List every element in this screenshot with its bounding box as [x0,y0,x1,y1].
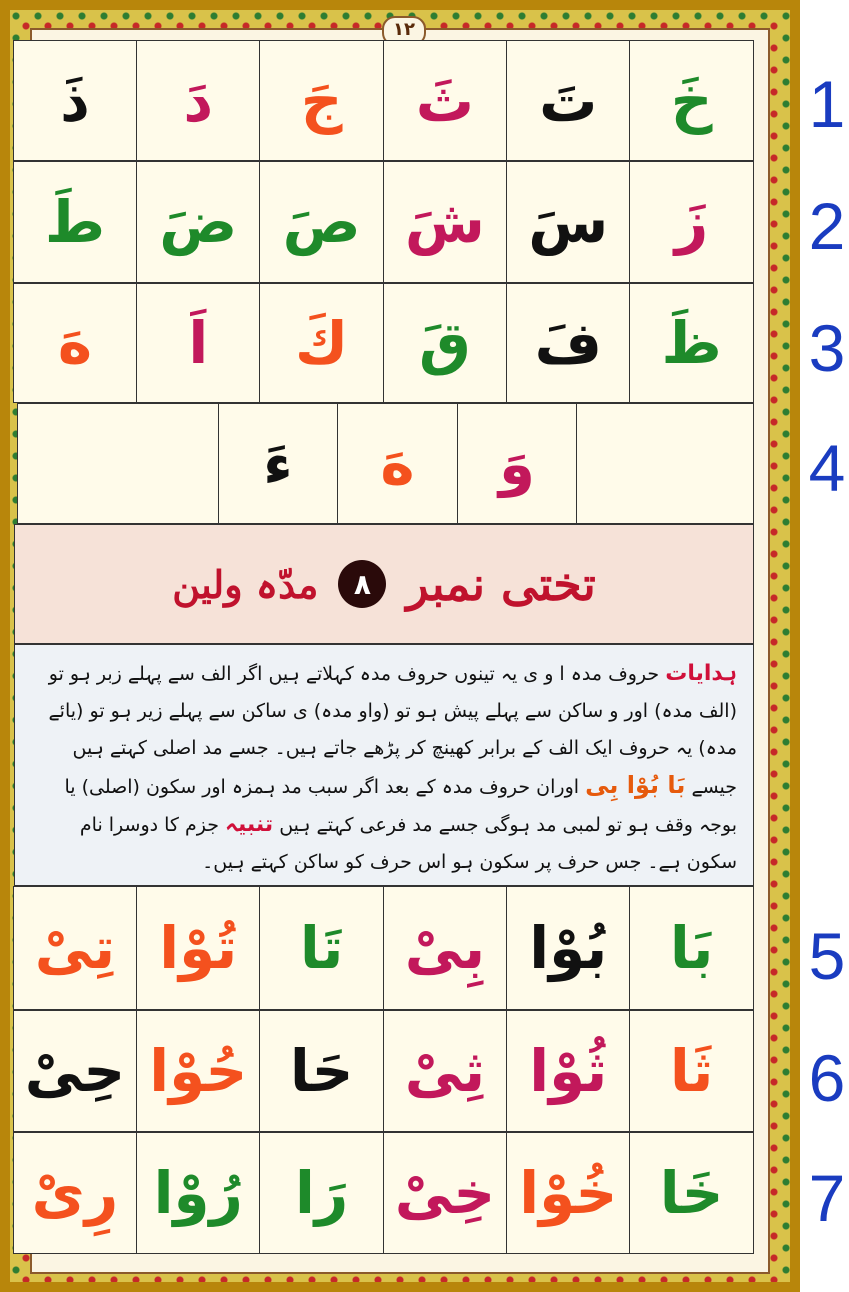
row-number-5: 5 [808,919,846,993]
letter-cell: ضَ [136,161,261,283]
page-number: ۱۲ [382,16,426,46]
letter-cell: ءَ [218,403,339,524]
empty-cell [17,403,219,524]
letter-cell: دَ [136,40,261,161]
word-cell: تِیْ [13,886,138,1010]
instructions-heading: ہدایات [665,661,737,686]
row-number-6: 6 [808,1041,846,1115]
letter-cell: خَ [629,40,754,161]
instructions-box [14,644,754,886]
note-label: تنبیہ [225,812,274,837]
letter-cell: صَ [259,161,384,283]
word-cell: بُوْا [506,886,631,1010]
word-cell: ثُوْا [506,1010,631,1132]
letter-cell: ذَ [13,40,138,161]
word-cell: حِیْ [13,1010,138,1132]
word-cell: حَا [259,1010,384,1132]
grid-row-3 [14,283,754,403]
instructions-example: بَا بُوْا بِی [585,771,686,799]
word-cell: خَا [629,1132,754,1254]
letter-cell: جَ [259,40,384,161]
word-cell: تُوْا [136,886,261,1010]
letter-cell: سَ [506,161,631,283]
letter-cell: ثَ [383,40,508,161]
lesson-number-badge: ۸ [338,560,386,608]
word-cell: بَا [629,886,754,1010]
row-number-3: 3 [808,311,846,385]
grid-row-1 [14,40,754,161]
word-cell: رِیْ [13,1132,138,1254]
title-main: تختی نمبر [406,557,596,611]
word-cell: خُوْا [506,1132,631,1254]
note-text: جزم کا دوسرا نام سکون ہے۔ جس حرف پر سکون ہو اس حرف کو ساکن کہتے ہیں۔ [79,814,737,873]
letter-cell: طَ [13,161,138,283]
instructions-text: اوران حروف مدہ کے بعد اگر سبب مد ہمزہ اور سکون (اصلی) یا بوجہ وقف ہو تو لمبی مد ہوگی جسے مد فرعی کہتے ہیں [64,776,737,836]
letter-cell: هَ [13,283,138,403]
word-cell: حُوْا [136,1010,261,1132]
row-number-1: 1 [808,67,846,141]
grid-row-6 [14,1010,754,1132]
word-cell: رَا [259,1132,384,1254]
grid-row-5 [14,886,754,1010]
row-number-4: 4 [808,431,846,505]
word-cell: ثَا [629,1010,754,1132]
grid-row-4 [14,403,754,524]
letter-cell: هَ [337,403,458,524]
row-number-7: 7 [808,1161,846,1235]
letter-cell: فَ [506,283,631,403]
word-cell: بِیْ [383,886,508,1010]
word-cell: ثِیْ [383,1010,508,1132]
letter-cell: زَ [629,161,754,283]
grid-row-7 [14,1132,754,1254]
title-sub: مدّہ ولین [172,561,319,607]
word-cell: رُوْا [136,1132,261,1254]
letter-cell: قَ [383,283,508,403]
letter-cell: وَ [457,403,578,524]
letter-cell: تَ [506,40,631,161]
word-cell: تَا [259,886,384,1010]
empty-cell [576,403,754,524]
letter-cell: ظَ [629,283,754,403]
row-number-2: 2 [808,189,846,263]
lesson-title [14,524,754,644]
letter-cell: اَ [136,283,261,403]
instructions-text: حروف مدہ ا و ی یہ تینوں حروف مدہ کہلاتے ہیں اگر الف سے پہلے زبر ہو تو (الف مدہ) اور و ساکن سے پہلے پیش ہو تو (واو مدہ) ی ساکن سے پہلے زیر ہو تو (یائے مدہ) یہ حروف ایک الف کے برابر کھینچ کر پڑھے جاتے ہیں۔ جسے مد اصلی کہتے ہیں جیسے [48,663,737,798]
letter-cell: شَ [383,161,508,283]
word-cell: خِیْ [383,1132,508,1254]
grid-row-2 [14,161,754,283]
letter-cell: كَ [259,283,384,403]
